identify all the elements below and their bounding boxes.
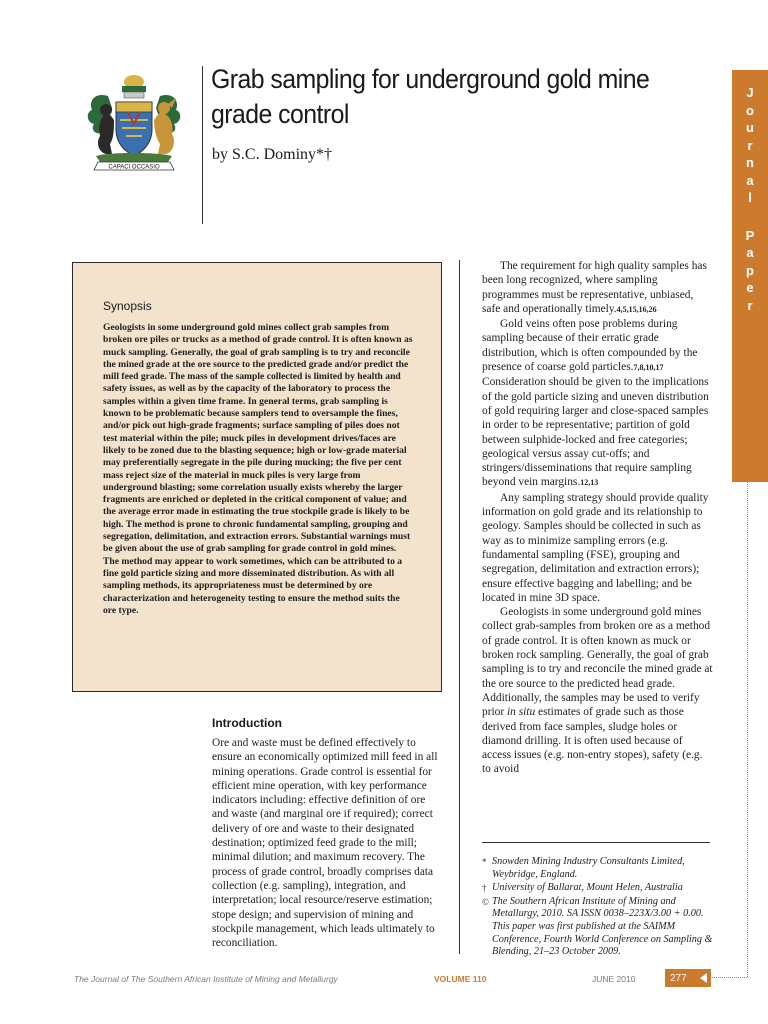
tab-letter: u: [746, 120, 754, 135]
tab-letter: n: [746, 155, 754, 170]
introduction-text: Ore and waste must be defined effectively to ensure an economically optimized mill feed in all mining operations. Grade control is essential for efficient mine operation, with key performance indicators including: effective definition of ore and waste (and marginal ore if required); correct delivery of ore and waste to their designated destination; optimized feed grade to the mill; minimal dilution; and maximum recovery. The process of grade control, broadly comprises data collection (e.g. sampling), integration, and interpretation; local resource/reserve estimation; stope design; and supervision of mining and stockpile management, which leads ultimately to reconciliation.: [212, 737, 438, 950]
introduction-heading: Introduction: [212, 716, 282, 730]
arrow-left-icon: [700, 973, 707, 983]
page-number-box: [665, 969, 711, 987]
tab-letter: o: [746, 102, 754, 118]
right-column-body: [482, 259, 714, 777]
tab-letter: l: [748, 190, 752, 205]
footnote: © The Southern African Institute of Mining and Metallurgy, 2010. SA ISSN 0038–223X/3.00 + 0.00. This paper was first published at the SAIMM Conference, Fourth World Conference on Sampling & Blending, 21–23 October 2009.: [482, 895, 713, 958]
footnote-divider: [482, 842, 710, 843]
tab-letter: r: [747, 297, 753, 313]
footnote: † University of Ballarat, Mount Helen, Australia: [482, 882, 683, 894]
title-divider: [202, 66, 203, 224]
page-number: 277: [670, 972, 687, 984]
citation: 12,13: [580, 478, 599, 488]
body-paragraph: The requirement for high quality samples has been long recognized, where sampling programmes must be representative, unbiased, safe and operationally timely.4,5,15,16,26: [482, 260, 707, 315]
footer-volume: VOLUME 110: [434, 974, 487, 984]
synopsis-text: Geologists in some underground gold mines collect grab samples from broken ore piles or trucks as a method of grade control. It is often known as muck sampling. Generally, the goal of grab sampling is to try and reconcile the mined grade at the ore source to the predicted grade and/or predict the mill feed grade. The mass of the sample collected is limited by health and safety issues, as well as by the capacity of the laboratory to process the samples within a given time frame. In general terms, grab sampling is known to be problematic because samplers tend to oversample the fines, and/or pick out high-grade fragments; surface sampling of piles does not test material within the pile; muck piles in development drives/faces are likely to be zoned due to the blasting sequence; high or low-grade material may preferentially segregate in the pile during mucking; the five per cent mass reject size of the material in muck piles is very large from underground blasting; some correlation usually exists whereby the larger fragments are enriched or depleted in the critical component of value; and the average error made in estimating the true stockpile grade is likely to be high. The method is prone to chronic fundamental sampling, grouping and segregation, delimitation, and extraction errors. Substantial warnings must be given about the use of grab sampling for grade control in gold mines. The method may appear to work sometimes, which can be attributed to a fine gold particle sizing and more disseminated distribution. As with all sampling methods, its appropriateness must be determined by ore characterization and heterogeneity testing to ensure the method suits the ore type.: [103, 322, 413, 616]
body-paragraph: Geologists in some underground gold mines collect grab-samples from broken ore as a method of grade control. It is often known as muck or broken rock sampling. Generally, the goal of grab sampling is to try and reconcile the mined grade at the ore source to the predicted head grade. Additionally, the samples may be used to verify prior in situ estimates of grade such as those derived from face samples, sludge holes or diamond drilling. It is often used because of access issues (e.g. non-entry stopes), safety (e.g. to avoid: [482, 606, 713, 776]
synopsis-heading: Synopsis: [103, 299, 152, 313]
citation: 7,8,10,17: [633, 363, 664, 373]
saimm-crest-logo: [78, 68, 190, 176]
tab-letter: e: [746, 280, 754, 295]
tab-letter: a: [746, 245, 754, 260]
tab-letter: J: [746, 85, 754, 100]
body-paragraph: Any sampling strategy should provide quality information on gold grade and its relationship to geology. Samples should be collected in such as way as to minimize sampling errors (e.g. fundamental sampling (FSE), grouping and segregation, delimitation and extraction errors); ensure effective bagging and labelling; and be located in mine 3D space.: [482, 491, 709, 604]
footer-date: JUNE 2010: [592, 974, 636, 984]
footnote: * Snowden Mining Industry Consultants Limited, Weybridge, England.: [482, 856, 685, 880]
body-paragraph: Gold veins often pose problems during sampling because of their erratic grade distribution, which is often compounded by the presence of coarse gold particles.7,8,10,17 Consideration should be given to the implications of the gold particle sizing and uneven distribution of gold requiring larger and close-spaced samples in order to be representative; partition of gold between sulphide-locked and free categories; geological versus assay cut-offs; and stringers/disseminations that require sampling beyond vein margins.12,13: [482, 318, 709, 489]
dotted-guide-line: [712, 977, 747, 978]
footer-journal-name: The Journal of The Southern African Institute of Mining and Metallurgy: [74, 974, 338, 984]
tab-letter: r: [747, 137, 753, 153]
tab-letter: a: [746, 172, 754, 188]
citation: 4,5,15,16,26: [616, 304, 657, 314]
footnotes: [482, 856, 714, 960]
crest-motto: CAPACI OCCASIO: [108, 164, 160, 171]
tab-letter: p: [746, 262, 754, 278]
column-divider: [459, 260, 460, 954]
paper-title: Grab sampling for underground gold mine grade control: [211, 64, 650, 129]
tab-letter: P: [745, 227, 755, 243]
dotted-guide-line: [747, 482, 748, 977]
author-byline: by S.C. Dominy*†: [212, 146, 333, 163]
journal-paper-side-tab: [732, 70, 768, 482]
synopsis-box: [72, 262, 442, 692]
